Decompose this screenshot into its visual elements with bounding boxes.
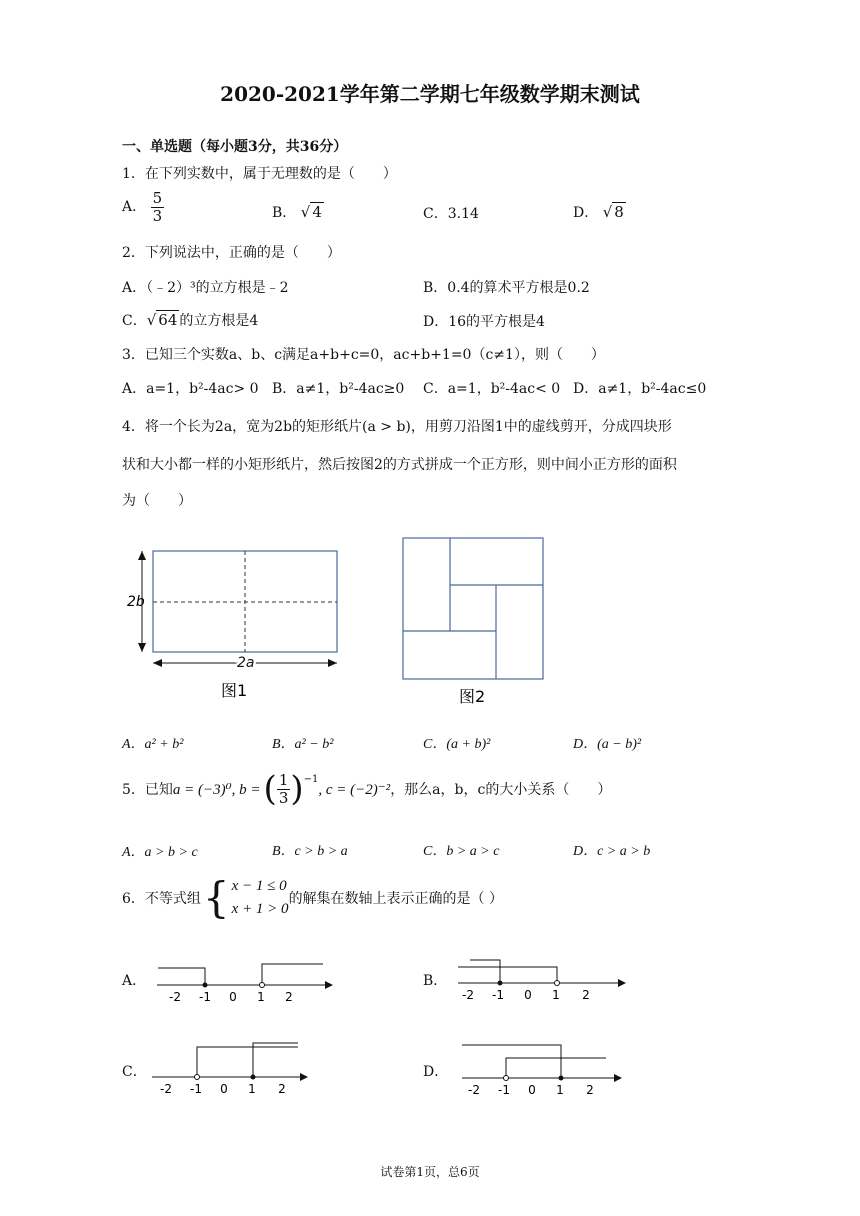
q3-option-d[interactable]: D．a≠1，b²-4ac≤0 bbox=[573, 381, 707, 397]
q2-sqrt-64: √ 64 bbox=[146, 311, 178, 329]
q5-option-a[interactable]: A．a > b > c bbox=[122, 845, 198, 860]
tick-label: -2 bbox=[468, 1083, 480, 1097]
tick-label: 0 bbox=[220, 1082, 228, 1096]
q4-option-a[interactable]: A．a² + b² bbox=[122, 737, 184, 752]
page-title: 2020-2021学年第二学期七年级数学期末测试 bbox=[220, 82, 640, 106]
tick-label: -1 bbox=[492, 988, 504, 1002]
q6-number-line-a bbox=[145, 955, 345, 1005]
tick-label: 0 bbox=[229, 990, 237, 1004]
q4-option-c[interactable]: C．(a + b)² bbox=[423, 737, 491, 752]
tick-label: 2 bbox=[285, 990, 293, 1004]
q6-option-d[interactable]: D． bbox=[423, 1064, 449, 1080]
q1-option-d[interactable]: D． √ 8 bbox=[573, 203, 624, 221]
q6-option-c[interactable]: C． bbox=[122, 1064, 147, 1080]
q4-option-b[interactable]: B．a² − b² bbox=[272, 737, 334, 752]
tick-label: -1 bbox=[498, 1083, 510, 1097]
fig1-width-label: 2a bbox=[237, 655, 255, 671]
tick-label: -2 bbox=[160, 1082, 172, 1096]
q3-stem: 3．已知三个实数a、b、c满足a+b+c=0，ac+b+1=0（c≠1），则（ ） bbox=[122, 347, 605, 363]
q6-stem: 6．不等式组 { x − 1 ≤ 0 x + 1 > 0 的解集在数轴上表示正确的是（ ） bbox=[122, 872, 504, 922]
q4-line-3: 为（ ） bbox=[122, 493, 192, 509]
tick-label: 0 bbox=[524, 988, 532, 1002]
q5-option-d[interactable]: D．c > a > b bbox=[573, 844, 651, 859]
q1-sqrt-8: √ 8 bbox=[602, 203, 624, 221]
q3-option-b[interactable]: B．a≠1，b²-4ac≥0 bbox=[272, 381, 405, 397]
q3-option-c[interactable]: C．a=1，b²-4ac< 0 bbox=[423, 381, 561, 397]
tick-label: -1 bbox=[190, 1082, 202, 1096]
q2-stem: 2．下列说法中，正确的是（ ） bbox=[122, 245, 341, 261]
q6-option-a[interactable]: A． bbox=[122, 973, 147, 989]
tick-label: 2 bbox=[586, 1083, 594, 1097]
q1-option-a[interactable]: A． $\frac{5}{3}$ bbox=[122, 189, 163, 225]
tick-label: 2 bbox=[278, 1082, 286, 1096]
q4-figures bbox=[125, 530, 555, 710]
q1-fraction: $\frac{5}{3}$ bbox=[152, 189, 163, 225]
q2-option-a[interactable]: A．（﹣2）³的立方根是﹣2 bbox=[122, 280, 289, 296]
figure-1 bbox=[127, 551, 337, 700]
q1-stem: 1．在下列实数中，属于无理数的是（ ） bbox=[122, 166, 397, 182]
q6-number-line-c bbox=[150, 1040, 320, 1096]
q2-option-c[interactable]: C．√ 64 的立方根是4 bbox=[122, 311, 259, 329]
q1-sqrt-4: √ 4 bbox=[300, 203, 322, 221]
q6-inequality-system: x − 1 ≤ 0 x + 1 > 0 bbox=[231, 878, 289, 917]
page-footer: 试卷第1页，总6页 bbox=[380, 1165, 480, 1179]
fig1-height-label: 2b bbox=[127, 594, 145, 610]
tick-label: -1 bbox=[199, 990, 211, 1004]
section-heading: 一、单选题（每小题3分，共36分） bbox=[122, 139, 348, 155]
tick-label: -2 bbox=[462, 988, 474, 1002]
q1-option-c[interactable]: C．3.14 bbox=[423, 206, 479, 222]
q5-stem: 5．已知 a = (−3)⁰, b = ( $\frac{1}{3}$ ) $^{-1}$ , c = (−2)⁻² ，那么a，b，c的大小关系（ ） bbox=[122, 769, 612, 809]
q5-option-c[interactable]: C．b > a > c bbox=[423, 844, 500, 859]
tick-label: -2 bbox=[169, 990, 181, 1004]
q5-fraction: $\frac{1}{3}$ bbox=[278, 771, 289, 807]
q3-option-a[interactable]: A．a=1，b²-4ac> 0 bbox=[122, 381, 259, 397]
q1-option-b[interactable]: B． √ 4 bbox=[272, 203, 322, 221]
q6-number-line-d bbox=[456, 1040, 636, 1098]
q2-option-d[interactable]: D．16的平方根是4 bbox=[423, 314, 545, 330]
tick-label: 0 bbox=[528, 1083, 536, 1097]
q4-option-d[interactable]: D．(a − b)² bbox=[573, 737, 642, 752]
q6-option-b[interactable]: B． bbox=[423, 973, 448, 989]
figure-2 bbox=[403, 538, 543, 679]
fig1-caption: 图1 bbox=[221, 681, 248, 700]
q6-number-line-b bbox=[452, 953, 632, 1003]
q2-option-b[interactable]: B．0.4的算术平方根是0.2 bbox=[423, 280, 590, 296]
q5-option-b[interactable]: B．c > b > a bbox=[272, 844, 348, 859]
tick-label: 2 bbox=[582, 988, 590, 1002]
tick-label: 1 bbox=[248, 1082, 256, 1096]
q4-line-2: 状和大小都一样的小矩形纸片，然后按图2的方式拼成一个正方形，则中间小正方形的面积 bbox=[122, 457, 677, 473]
tick-label: 1 bbox=[552, 988, 560, 1002]
tick-label: 1 bbox=[556, 1083, 564, 1097]
tick-label: 1 bbox=[257, 990, 265, 1004]
fig2-caption: 图2 bbox=[459, 687, 486, 706]
q4-line-1: 4．将一个长为2a，宽为2b的矩形纸片(a > b)，用剪刀沿图1中的虚线剪开，分成四块形 bbox=[122, 419, 672, 435]
